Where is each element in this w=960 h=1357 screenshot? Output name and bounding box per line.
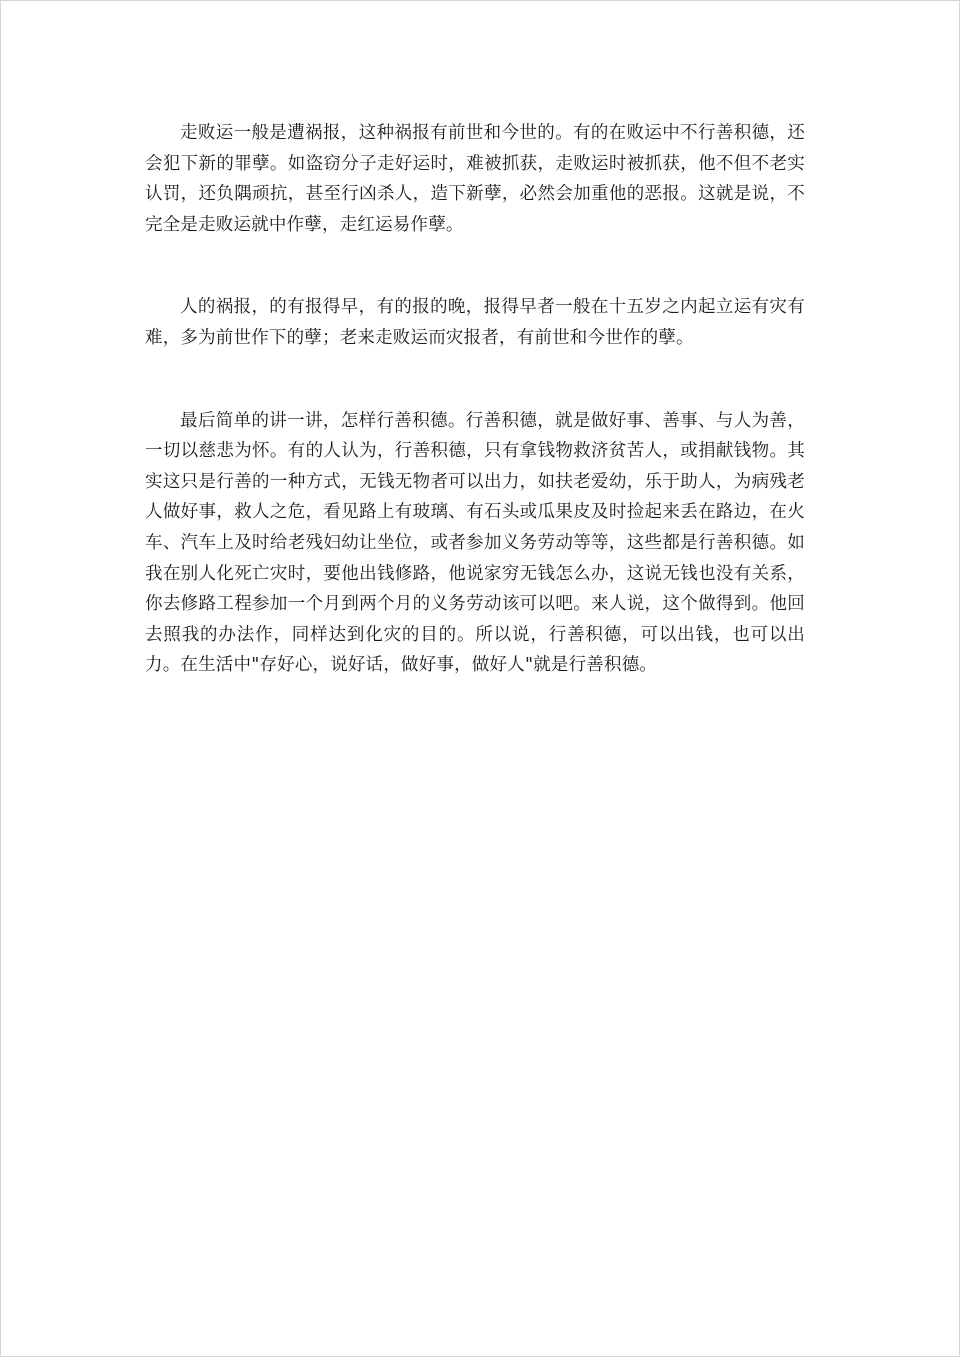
paragraph-bad-luck: 走败运一般是遭祸报，这种祸报有前世和今世的。有的在败运中不行善积德，还会犯下新的罪孽。如盗窃分子走好运时，难被抓获，走败运时被抓获，他不但不老实认罚，还负隅顽抗，甚至行凶杀人，造下新孽，必然会加重他的恶报。这就是说，不完全是走败运就中作孽，走红运易作孽。 [145, 123, 805, 235]
document-body [145, 118, 805, 681]
paragraph-doing-good: 最后简单的讲一讲，怎样行善积德。行善积德，就是做好事、善事、与人为善，一切以慈悲为怀。有的人认为，行善积德，只有拿钱物救济贫苦人，或捐献钱物。其实这只是行善的一种方式，无钱无物者可以出力，如扶老爱幼，乐于助人，为病残老人做好事，救人之危，看见路上有玻璃、有石头或瓜果皮及时捡起来丢在路边，在火车、汽车上及时给老残妇幼让坐位，或者参加义务劳动等等，这些都是行善积德。如我在别人化死亡灾时，要他出钱修路，他说家穷无钱怎么办，这说无钱也没有关系，你去修路工程参加一个月到两个月的义务劳动该可以吧。来人说，这个做得到。他回去照我的办法作，同样达到化灾的目的。所以说，行善积德，可以出钱，也可以出力。在生活中"存好心，说好话，做好事，做好人"就是行善积德。 [145, 410, 805, 676]
paragraph-retribution-timing: 人的祸报，的有报得早，有的报的晚，报得早者一般在十五岁之内起立运有灾有难，多为前世作下的孽；老来走败运而灾报者，有前世和今世作的孽。 [145, 297, 805, 348]
